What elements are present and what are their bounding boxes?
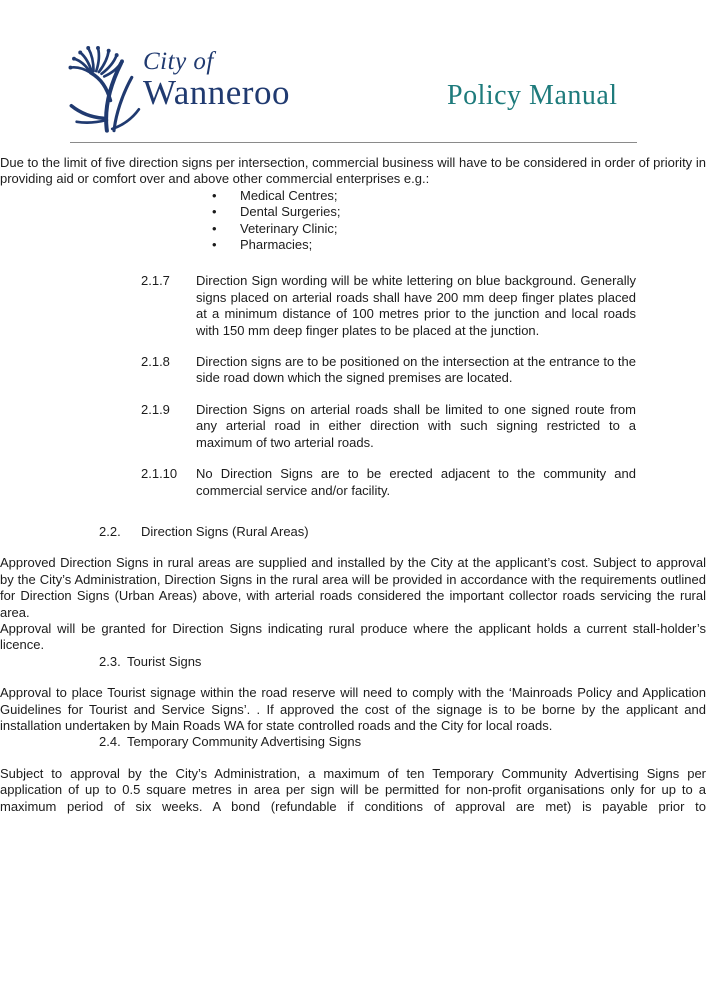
logo-wordmark [143, 48, 290, 111]
brand-city-of: City of [143, 48, 214, 75]
section-direction-signs-rural [0, 524, 706, 654]
clause-text: No Direction Signs are to be erected adjacent to the community and commercial service and/or facility. [196, 466, 636, 498]
numbered-clause [141, 273, 636, 339]
clause-text: Direction Signs on arterial roads shall be limited to one signed route from any arterial road in either direction with such signing restricted to a maximum of two arterial roads. [196, 401, 636, 450]
list-item [196, 221, 636, 237]
brand-wanneroo: Wanneroo [143, 73, 290, 112]
section-paragraph: Approval to place Tourist signage within the road reserve will need to comply with the ‘Mainroads Policy and Application Guidelines for Tourist and Service Signs’. . If approved the cost of the signage is to be borne by the applicant and installation undertaken by Main Roads WA for state controlled roads and the City for local roads. [0, 685, 706, 733]
clause-text: Direction signs are to be positioned on the intersection at the entrance to the side road down which the signed premises are located. [196, 354, 636, 386]
bullet-list [196, 188, 636, 254]
document-body [0, 155, 706, 815]
kangaroo-paw-logo-icon [66, 42, 146, 134]
section-paragraph: Subject to approval by the City’s Administration, a maximum of ten Temporary Community Advertising Signs per application of up to 0.5 square metres in area per sign will be permitted for non-profit organisations only for up to a maximum period of six weeks. A bond (refundable if conditions of approval are met) is payable prior to [0, 765, 706, 814]
document-title: Policy Manual [447, 80, 618, 111]
section-title: Tourist Signs [127, 653, 202, 669]
section-number: 2.4. [99, 734, 121, 750]
section-paragraph: Approval will be granted for Direction Signs indicating rural produce where the applicant holds a current stall-holder’s licence. [0, 620, 706, 653]
section-temporary-community-advertising-signs [0, 734, 706, 815]
section-tourist-signs [0, 654, 706, 735]
bullet-icon: • [212, 187, 217, 203]
bullet-text: Dental Surgeries; [240, 204, 341, 220]
section-heading [99, 734, 636, 750]
clause-number: 2.1.10 [141, 466, 178, 482]
bullet-icon: • [212, 204, 217, 220]
list-item [196, 237, 636, 253]
section-number: 2.3. [99, 653, 121, 669]
bullet-icon: • [212, 220, 217, 236]
clause-number: 2.1.7 [141, 273, 170, 289]
section-heading [99, 524, 636, 540]
clause-number: 2.1.9 [141, 401, 170, 417]
numbered-clause [141, 466, 636, 499]
bullet-text: Veterinary Clinic; [240, 220, 338, 236]
section-title: Temporary Community Advertising Signs [127, 734, 362, 750]
bullet-text: Medical Centres; [240, 187, 338, 203]
clause-text: Direction Sign wording will be white lettering on blue background. Generally signs placed on arterial roads shall have 200 mm deep finger plates placed at a minimum distance of 100 metres prior to the junction and local roads with 150 mm deep finger plates to be placed at the junction. [196, 273, 636, 338]
bullet-icon: • [212, 237, 217, 253]
list-item [196, 188, 636, 204]
clause-number: 2.1.8 [141, 354, 170, 370]
list-item [196, 204, 636, 220]
section-heading [99, 654, 636, 670]
section-paragraph: Approved Direction Signs in rural areas are supplied and installed by the City at the applicant’s cost. Subject to approval by the City’s Administration, Direction Signs in the rural area will be provided in accordance with the requirements outlined for Direction Signs (Urban Areas) above, with arterial roads considered the important collector roads servicing the rural area. [0, 555, 706, 620]
header-divider [70, 142, 637, 143]
section-title: Direction Signs (Rural Areas) [141, 523, 309, 539]
bullet-text: Pharmacies; [240, 237, 313, 253]
section-number: 2.2. [99, 523, 121, 539]
intro-paragraph: Due to the limit of five direction signs per intersection, commercial business will have to be considered in order of priority in providing aid or comfort over and above other commercial enterprises e.g.: [0, 155, 706, 187]
numbered-clause [141, 402, 636, 451]
numbered-clause [141, 354, 636, 387]
